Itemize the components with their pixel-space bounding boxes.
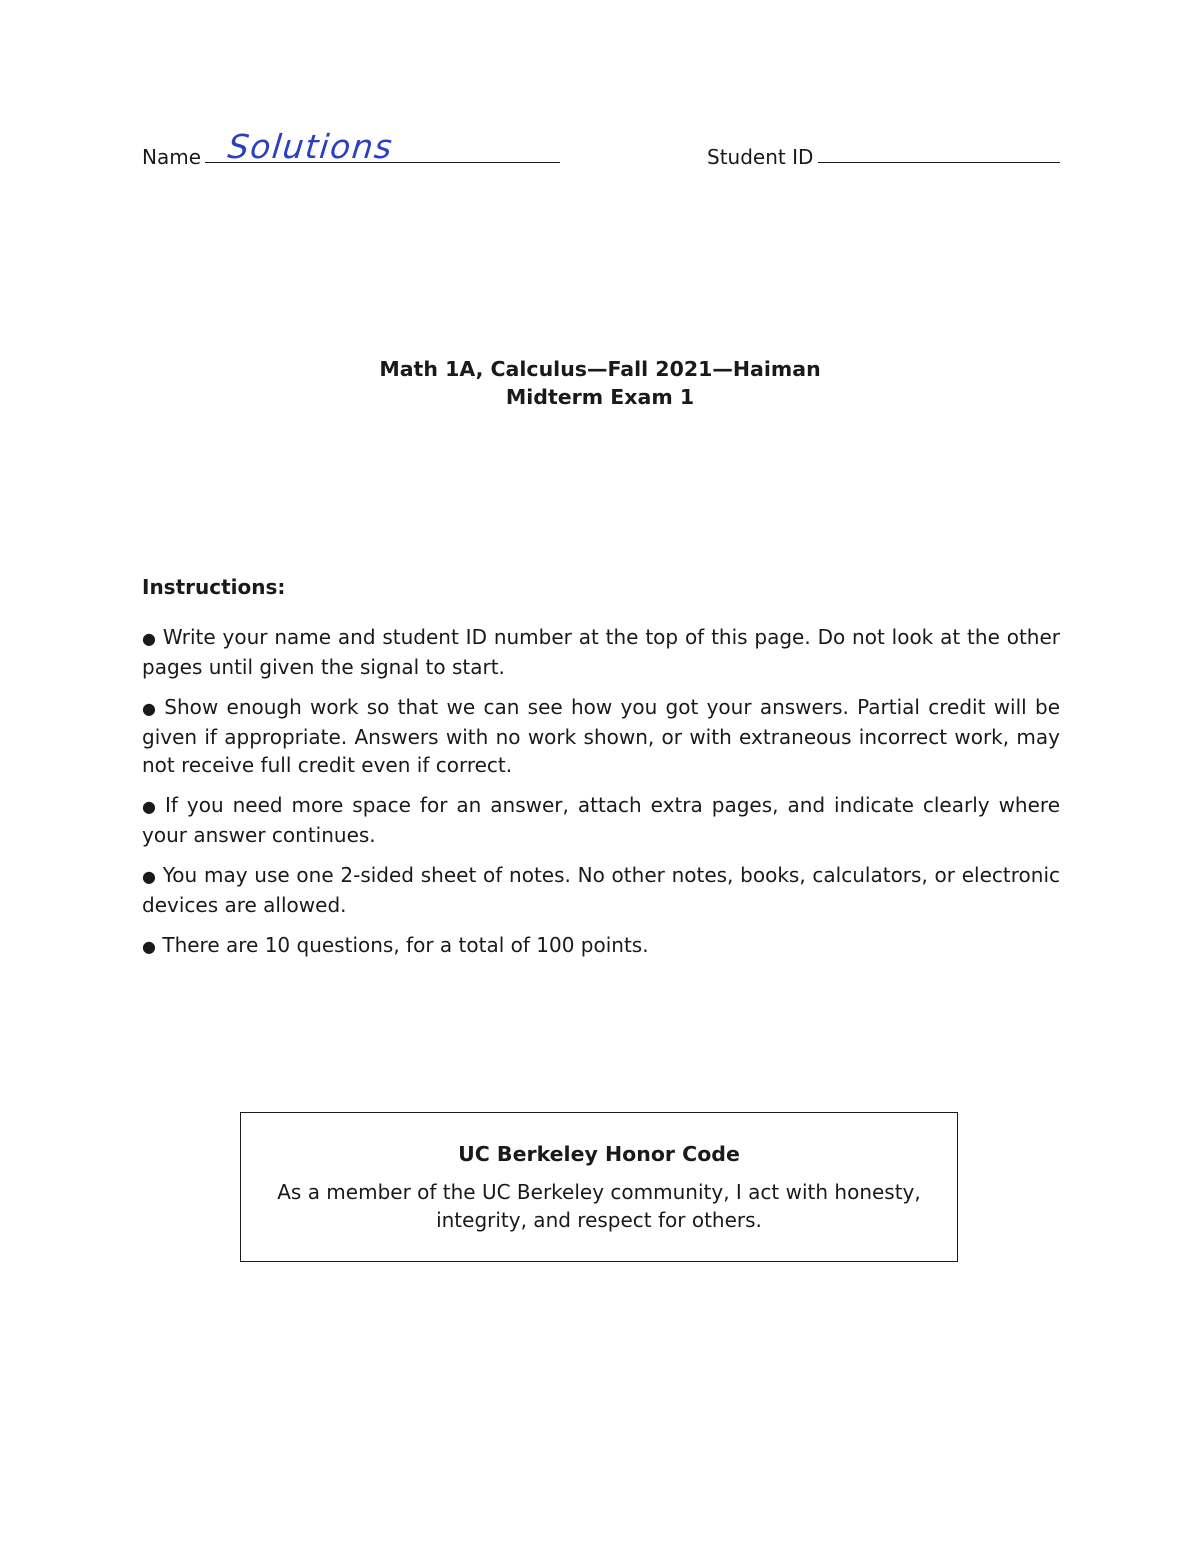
- student-id-field-line: [818, 162, 1060, 163]
- instructions-heading: Instructions:: [142, 575, 286, 599]
- student-id-label: Student ID: [707, 145, 814, 169]
- instruction-text: Write your name and student ID number at the top of this page. Do not look at the other pages until given the signal to start.: [142, 625, 1061, 679]
- instruction-text: If you need more space for an answer, attach extra pages, and indicate clearly where your answer continues.: [142, 793, 1061, 847]
- bullet-icon: ●: [142, 629, 156, 648]
- instruction-item: [142, 861, 1060, 919]
- name-label: Name: [142, 145, 202, 169]
- exam-title-line2: Midterm Exam 1: [505, 385, 695, 409]
- instruction-text: Show enough work so that we can see how you got your answers. Partial credit will be given if appropriate. Answers with no work shown, or with extraneous incorrect work, may not receive full credit even if correct.: [142, 695, 1060, 777]
- exam-title-line1: Math 1A, Calculus—Fall 2021—Haiman: [379, 357, 821, 381]
- bullet-icon: ●: [142, 867, 156, 886]
- bullet-icon: ●: [142, 797, 156, 816]
- instruction-item: [142, 623, 1060, 681]
- instruction-item: [142, 791, 1060, 849]
- instruction-text: You may use one 2-sided sheet of notes. No other notes, books, calculators, or electronic devices are allowed.: [142, 863, 1060, 917]
- instructions-section: [142, 573, 1060, 973]
- instruction-text: There are 10 questions, for a total of 100 points.: [162, 933, 649, 957]
- instruction-item: [142, 931, 1060, 961]
- bullet-icon: ●: [142, 699, 156, 718]
- exam-title: [0, 355, 1200, 411]
- bullet-icon: ●: [142, 937, 156, 956]
- honor-code-title: UC Berkeley Honor Code: [458, 1142, 740, 1166]
- honor-code-box: [240, 1112, 958, 1262]
- name-field-value: Solutions: [226, 127, 396, 166]
- honor-code-text: As a member of the UC Berkeley community, I act with honesty, integrity, and respect for others.: [277, 1180, 921, 1232]
- instruction-item: [142, 693, 1060, 779]
